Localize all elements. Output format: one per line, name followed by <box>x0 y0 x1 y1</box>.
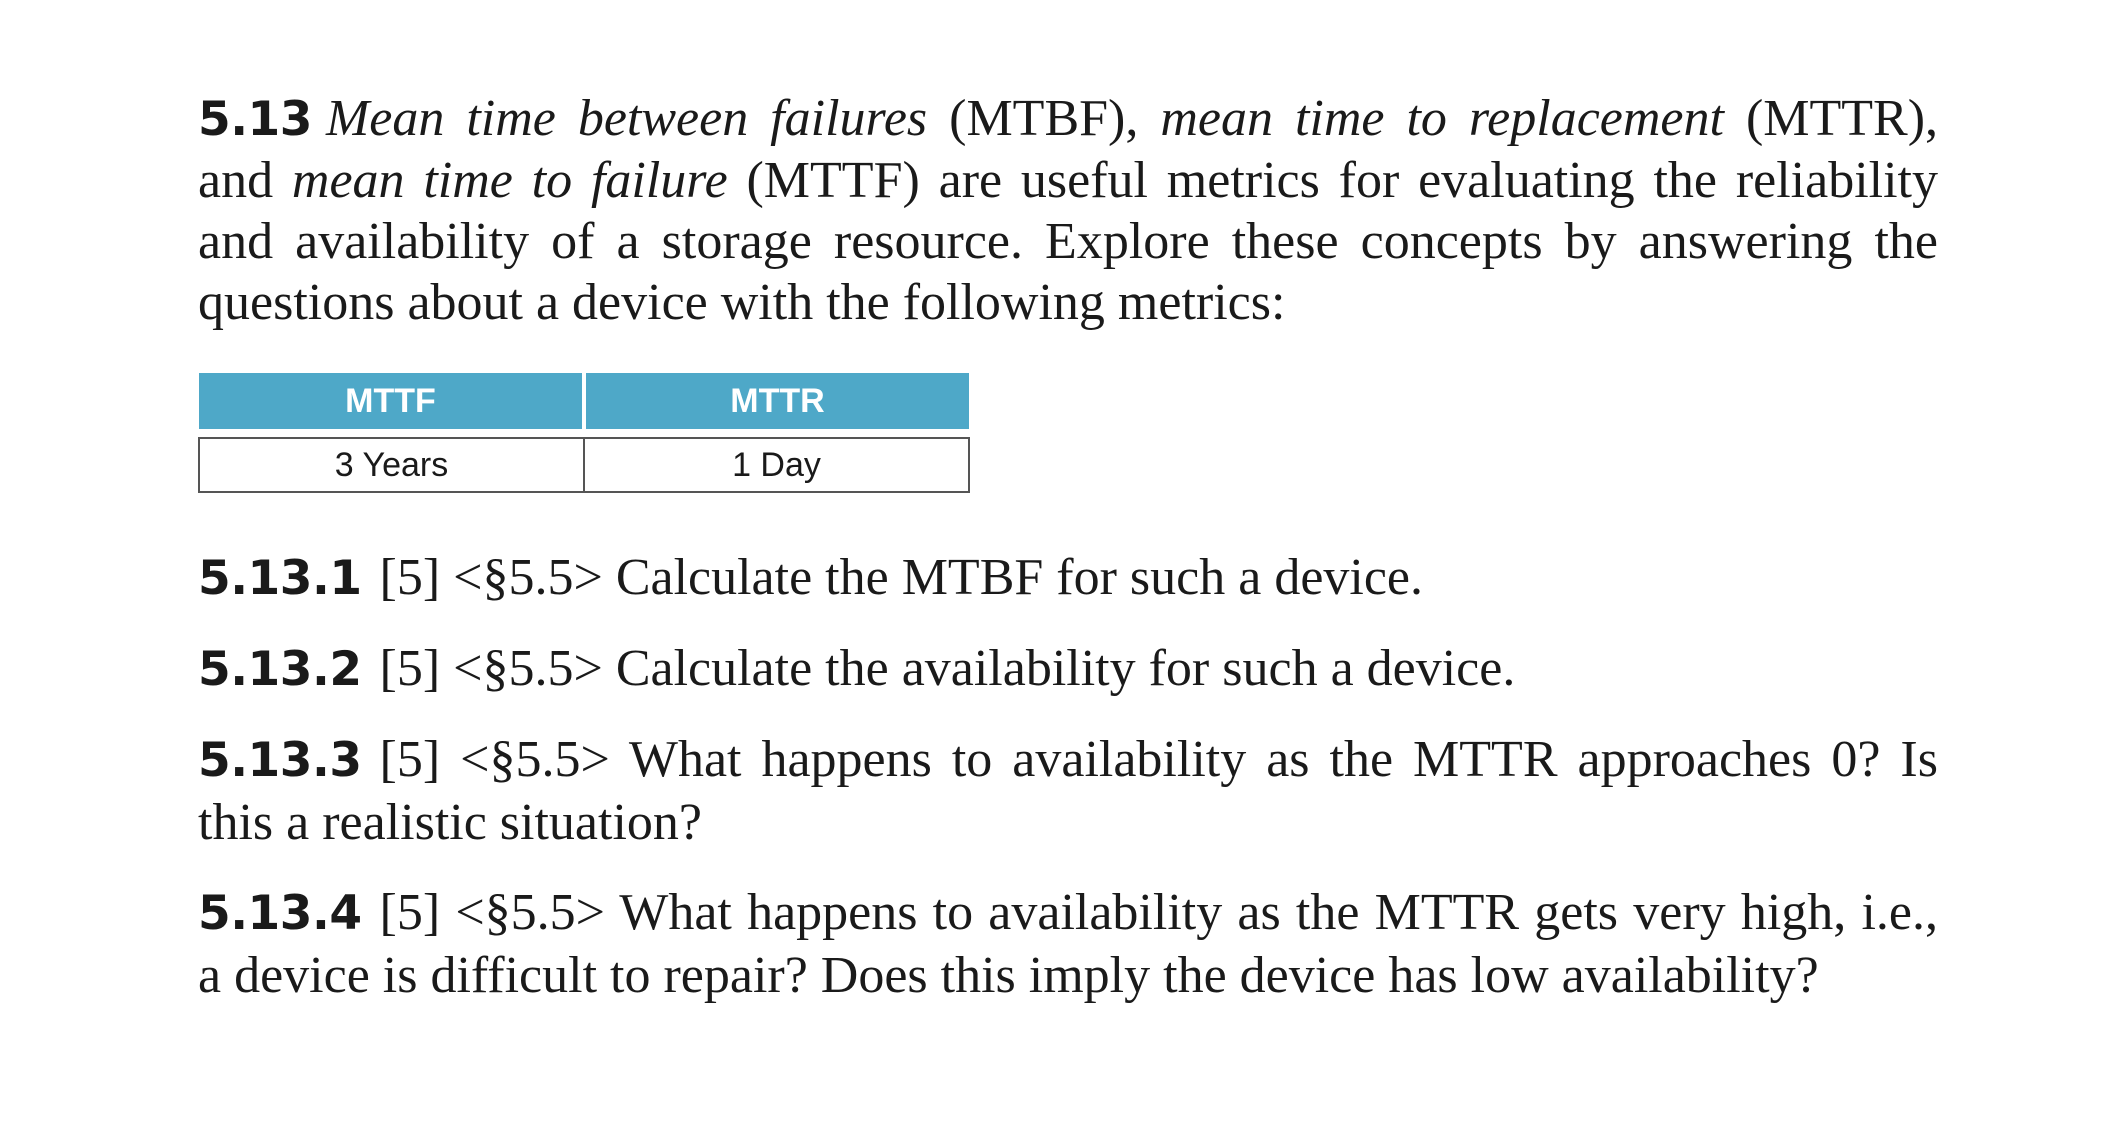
problem-number: 5.13 <box>198 92 312 147</box>
problem-statement <box>198 88 1938 333</box>
abbr-mttr: (MTTR), <box>1745 90 1939 147</box>
question-item <box>198 638 1938 701</box>
question-item <box>198 882 1938 1007</box>
question-text: [5] <§5.5> What happens to availability as the MTTR gets very high, i.e., a device is difficult to repair? Does this imply the device has low availability? <box>198 884 1938 1004</box>
term-mttf: mean time to failure <box>291 152 728 209</box>
problem-body: (MTTF) are useful metrics for evaluating the reliability and availability of a storage resource. Explore these concepts by answering the questions about a device with the following metrics: <box>198 152 1938 331</box>
abbr-mtbf: (MTBF), <box>949 90 1139 147</box>
question-number: 5.13.3 <box>198 733 362 788</box>
question-item <box>198 547 1938 610</box>
question-list <box>198 547 1938 1007</box>
metrics-spacer-row <box>199 429 969 438</box>
question-text: [5] <§5.5> Calculate the availability for such a device. <box>379 640 1516 697</box>
question-item <box>198 729 1938 854</box>
metrics-header-row <box>199 373 969 429</box>
exercise-page <box>198 88 1938 1035</box>
header-mttr: MTTR <box>584 373 969 429</box>
metrics-table <box>198 373 970 493</box>
question-text: [5] <§5.5> Calculate the MTBF for such a device. <box>379 549 1424 606</box>
question-number: 5.13.1 <box>198 551 362 606</box>
question-text: [5] <§5.5> What happens to availability as the MTTR approaches 0? Is this a realistic situation? <box>198 731 1938 851</box>
value-mttr: 1 Day <box>584 438 969 492</box>
metrics-value-row <box>199 438 969 492</box>
question-number: 5.13.2 <box>198 642 362 697</box>
connector-and: and <box>198 152 274 209</box>
value-mttf: 3 Years <box>199 438 584 492</box>
term-mtbf: Mean time between failures <box>325 90 928 147</box>
header-mttf: MTTF <box>199 373 584 429</box>
term-mttr: mean time to replacement <box>1160 90 1724 147</box>
question-number: 5.13.4 <box>198 886 362 941</box>
